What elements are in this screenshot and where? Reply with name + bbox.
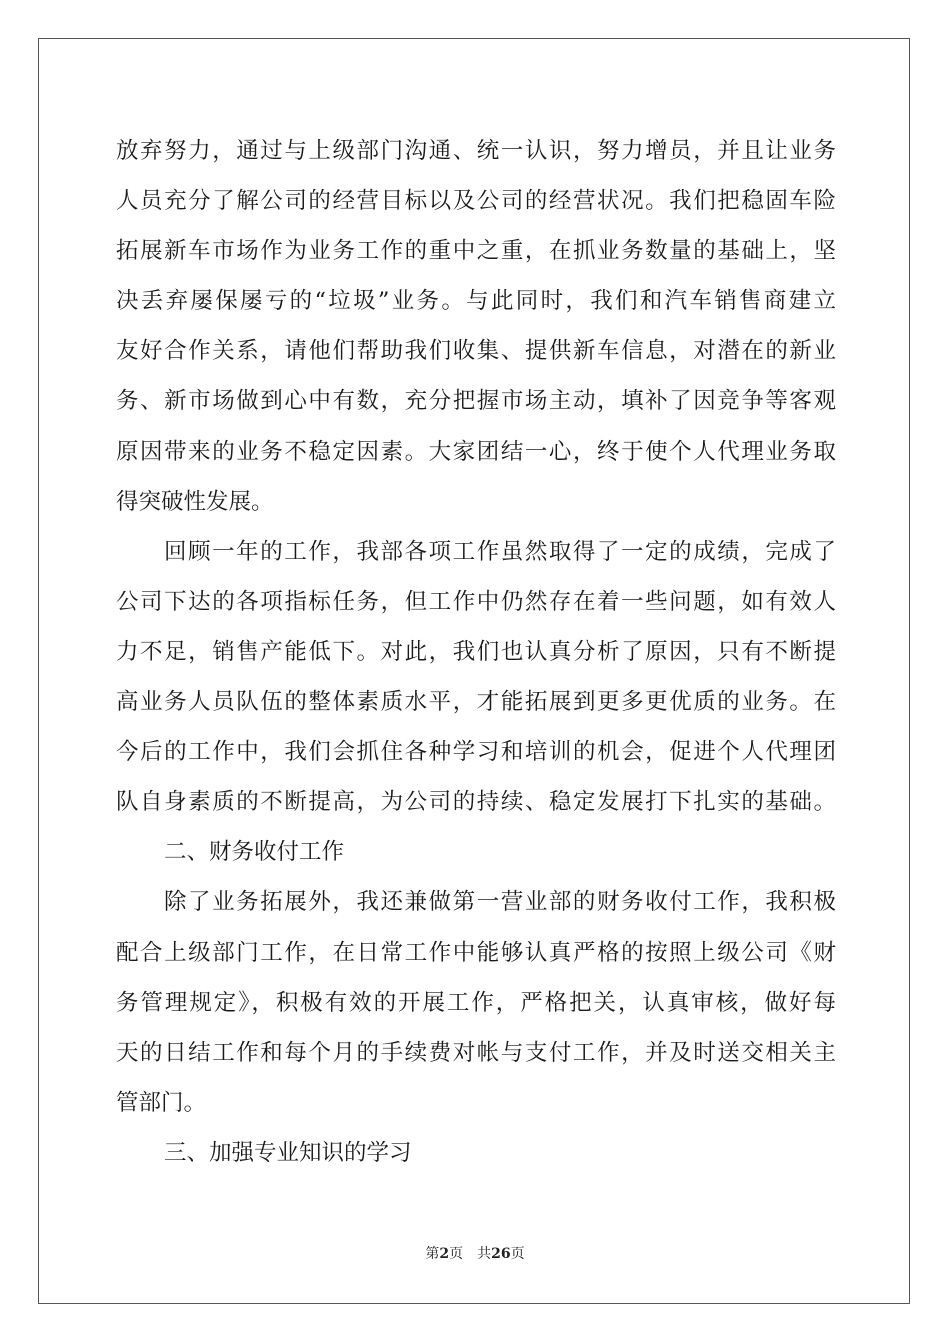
total-suffix: 页: [510, 1246, 525, 1262]
paragraph-line: 天的日结工作和每个月的手续费对帐与支付工作，并及时送交相关主: [116, 1039, 836, 1066]
paragraph-line: 除了业务拓展外，我还兼做第一营业部的财务收付工作，我积极: [164, 889, 836, 916]
page-suffix: 页: [449, 1246, 464, 1262]
paragraph-line: 回顾一年的工作，我部各项工作虽然取得了一定的成绩，完成了: [164, 538, 836, 565]
paragraph-line: 友好合作关系，请他们帮助我们收集、提供新车信息，对潜在的新业: [116, 338, 836, 365]
paragraph-line: 得突破性发展。: [116, 488, 274, 515]
paragraph-line: 队自身素质的不断提高，为公司的持续、稳定发展打下扎实的基础。: [116, 789, 836, 816]
paragraph-line: 人员充分了解公司的经营目标以及公司的经营状况。我们把稳固车险: [116, 188, 836, 215]
paragraph-line: 原因带来的业务不稳定因素。大家团结一心，终于使个人代理业务取: [116, 438, 836, 465]
page-footer: [0, 1243, 950, 1263]
document-body: [116, 126, 836, 1178]
section-heading: 二、财务收付工作: [164, 839, 345, 866]
page-prefix: 第: [425, 1246, 440, 1262]
paragraph-line: 高业务人员队伍的整体素质水平，才能拓展到更多更优质的业务。在: [116, 689, 836, 716]
paragraph-line: 公司下达的各项指标任务，但工作中仍然存在着一些问题，如有效人: [116, 588, 836, 615]
paragraph-line: 决丢弃屡保屡亏的“垃圾”业务。与此同时，我们和汽车销售商建立: [116, 288, 836, 315]
paragraph-line: 配合上级部门工作，在日常工作中能够认真严格的按照上级公司《财: [116, 939, 836, 966]
total-prefix: 共: [477, 1246, 492, 1262]
paragraph-line: 管部门。: [116, 1089, 207, 1116]
paragraph-line: 务、新市场做到心中有数，充分把握市场主动，填补了因竞争等客观: [116, 388, 836, 415]
page-number: 2: [439, 1246, 450, 1262]
paragraph-line: 务管理规定》，积极有效的开展工作，严格把关，认真审核，做好每: [116, 989, 836, 1016]
paragraph-line: 拓展新车市场作为业务工作的重中之重，在抓业务数量的基础上，坚: [116, 238, 836, 265]
total-pages: 26: [491, 1246, 511, 1262]
paragraph-line: 力不足，销售产能低下。对此，我们也认真分析了原因，只有不断提: [116, 638, 836, 665]
paragraph-line: 今后的工作中，我们会抓住各种学习和培训的机会，促进个人代理团: [116, 739, 836, 766]
paragraph-line: 放弃努力，通过与上级部门沟通、统一认识，努力增员，并且让业务: [116, 138, 836, 164]
section-heading: 三、加强专业知识的学习: [164, 1139, 412, 1166]
